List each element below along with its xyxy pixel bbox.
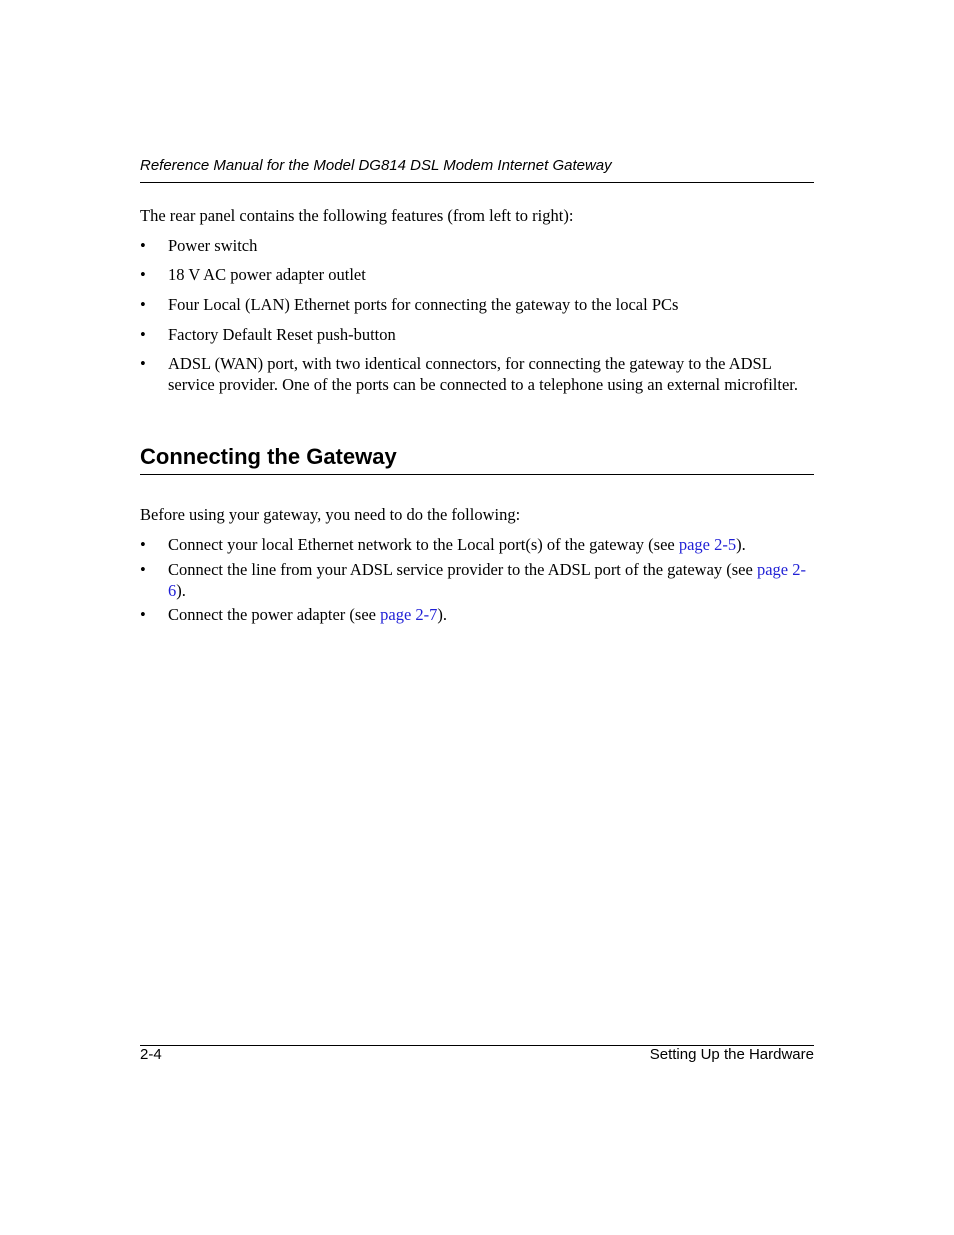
list-item-text: [168, 535, 814, 556]
page-link[interactable]: page 2-6: [168, 560, 806, 600]
list-item-text: [168, 560, 814, 601]
section-intro: Before using your gateway, you need to do the following:: [140, 505, 521, 524]
list-item-connect-power: [140, 605, 814, 626]
list-item-text: Power switch: [168, 236, 258, 255]
bullet-glyph: •: [140, 560, 146, 579]
step-text-end: ).: [176, 580, 186, 600]
list-item-adsl-port: [140, 354, 800, 395]
section-rule: [140, 474, 814, 475]
list-item-text: Factory Default Reset push-button: [168, 325, 396, 344]
bullet-glyph: •: [140, 535, 146, 554]
step-text: Connect the line from your ADSL service provider to the ADSL port of the gateway (see: [168, 560, 757, 579]
running-header-title: Reference Manual for the Model DG814 DSL Modem Internet Gateway: [140, 157, 612, 174]
header-rule: [140, 182, 814, 183]
list-item-text: [168, 605, 814, 626]
list-item-lan-ports: [140, 295, 814, 316]
bullet-glyph: •: [140, 265, 146, 284]
list-item-connect-adsl: [140, 560, 814, 601]
page-link[interactable]: page 2-5: [678, 535, 737, 554]
step-text: Connect the power adapter (see: [168, 605, 381, 624]
list-item-connect-ethernet: [140, 535, 814, 556]
list-item-reset-button: [140, 325, 814, 346]
chapter-title: Setting Up the Hardware: [649, 1046, 814, 1063]
bullet-glyph: •: [140, 236, 146, 255]
step-text-end: ).: [736, 535, 746, 554]
page-link[interactable]: page 2-7: [380, 605, 438, 624]
list-item-text: ADSL (WAN) port, with two identical connectors, for connecting the gateway to the ADSL service provider. One of the ports can be connected to a telephone using an external microfilter.: [168, 354, 798, 394]
list-item-text: 18 V AC power adapter outlet: [168, 265, 366, 284]
step-text: Connect your local Ethernet network to the Local port(s) of the gateway (see: [168, 535, 679, 554]
section-heading: Connecting the Gateway: [140, 444, 397, 469]
bullet-glyph: •: [140, 325, 146, 344]
step-text-end: ).: [437, 605, 448, 624]
list-item-text: Four Local (LAN) Ethernet ports for connecting the gateway to the local PCs: [168, 295, 679, 314]
page-number: 2-4: [140, 1046, 162, 1063]
list-item-power-switch: [140, 236, 814, 257]
bullet-glyph: •: [140, 605, 146, 624]
rear-panel-intro: The rear panel contains the following features (from left to right):: [140, 206, 574, 225]
list-item-power-adapter-outlet: [140, 265, 814, 286]
bullet-glyph: •: [140, 354, 146, 373]
bullet-glyph: •: [140, 295, 146, 314]
